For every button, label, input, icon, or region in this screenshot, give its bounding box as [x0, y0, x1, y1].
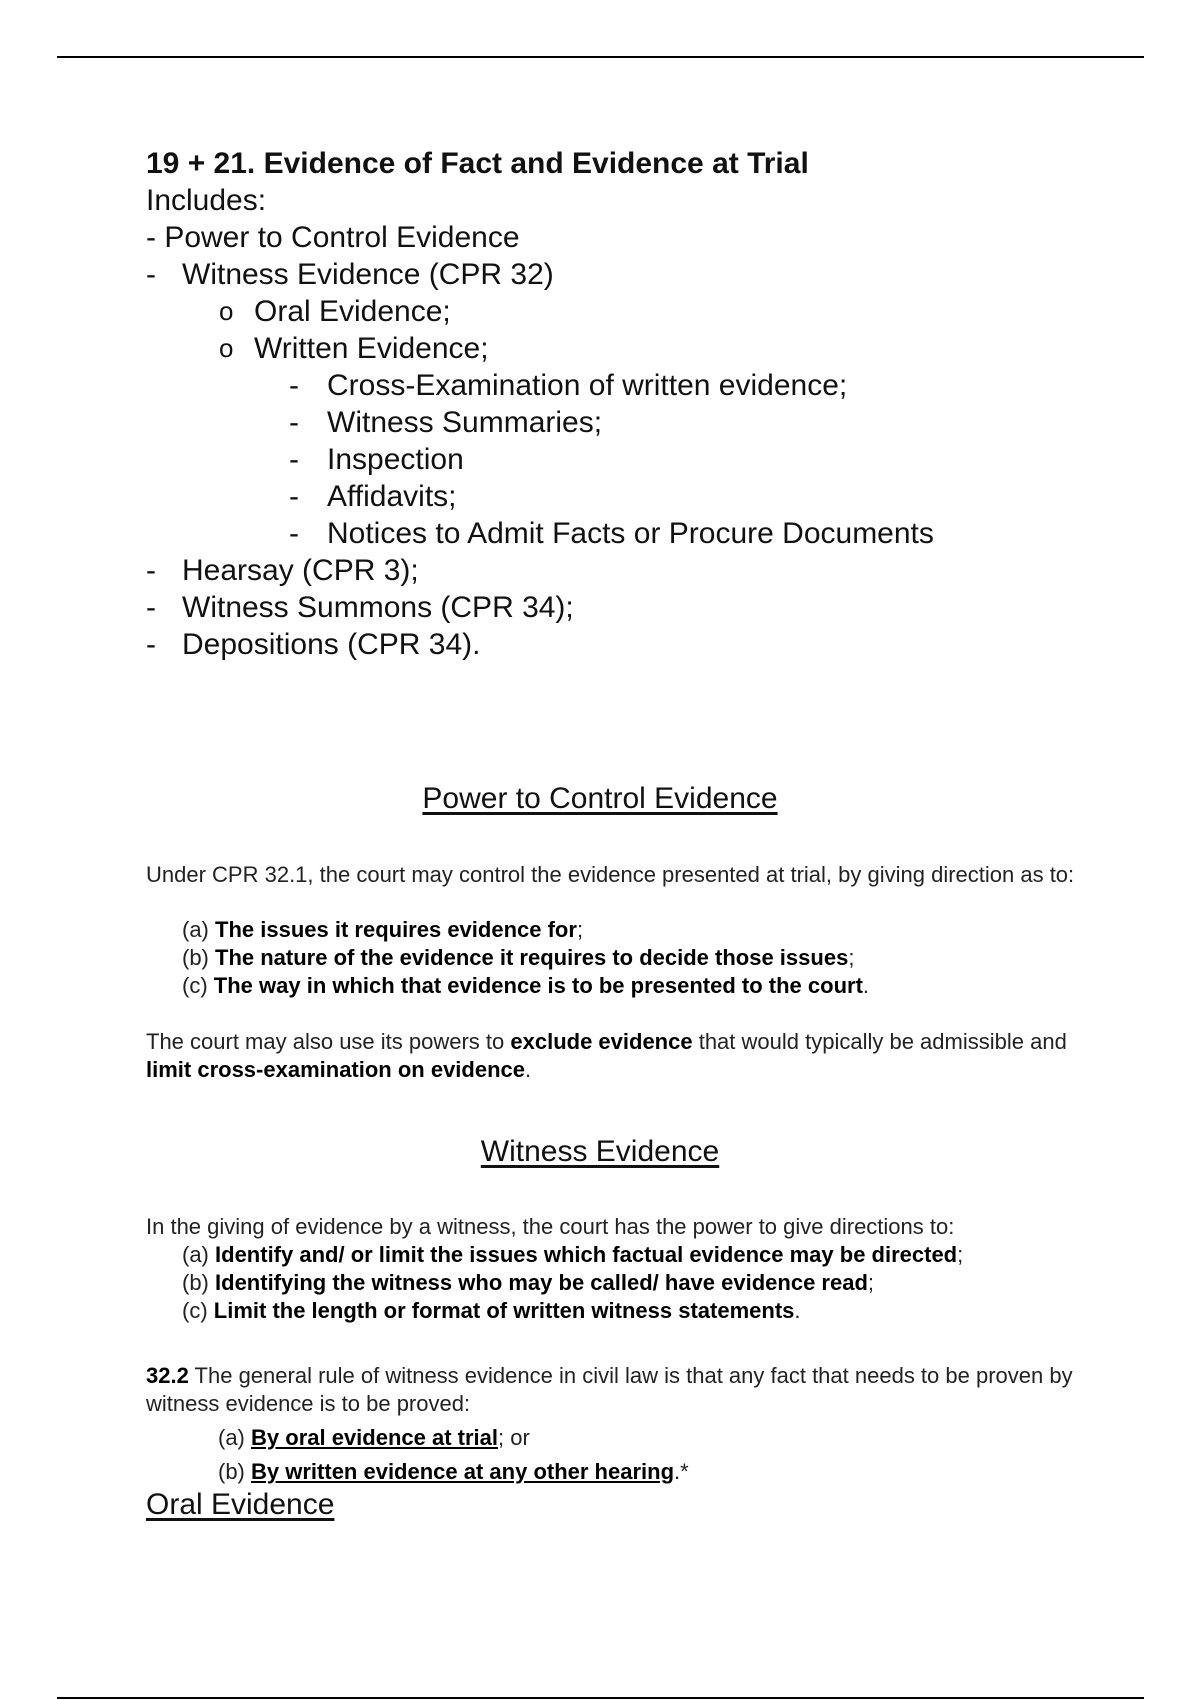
power-intro-paragraph: Under CPR 32.1, the court may control the evidence presented at trial, by giving direction as to:: [146, 862, 1075, 887]
rule-items-list: [218, 1421, 689, 1489]
exclude-evidence-paragraph: The court may also use its powers to exclude evidence that would typically be admissible and limit cross-examination on evidence.: [146, 1029, 1067, 1082]
toc-subitem-oral: o Oral Evidence;: [219, 295, 451, 328]
top-rule: [57, 56, 1144, 58]
toc-item-power: - Power to Control Evidence: [146, 221, 520, 254]
list-item: (b) By written evidence at any other hearing.*: [218, 1459, 689, 1484]
toc-written-sub-item: - Notices to Admit Facts or Procure Documents: [289, 517, 934, 550]
document-title: 19 + 21. Evidence of Fact and Evidence at Trial: [146, 147, 809, 180]
bottom-rule: [57, 1697, 1144, 1699]
toc-written-sub-item: - Witness Summaries;: [289, 406, 603, 439]
toc-written-sub-item: - Affidavits;: [289, 480, 457, 513]
list-item: (b) The nature of the evidence it requires to decide those issues;: [182, 945, 855, 970]
circle-bullet-icon: o: [219, 296, 234, 326]
toc-written-sub-item: - Inspection: [289, 443, 464, 476]
rule-32-2-paragraph: 32.2 The general rule of witness evidence in civil law is that any fact that needs to be proven by witness evidence is to be proved:: [146, 1363, 1073, 1416]
list-item: (a) Identify and/ or limit the issues which factual evidence may be directed;: [182, 1242, 964, 1267]
circle-bullet-icon: o: [219, 333, 234, 363]
toc-written-sub-item: - Cross-Examination of written evidence;: [289, 369, 848, 402]
toc-item-witness: - Witness Evidence (CPR 32): [146, 258, 554, 291]
list-item: (a) By oral evidence at trial; or: [218, 1425, 530, 1450]
witness-intro-paragraph: In the giving of evidence by a witness, the court has the power to give directions to:: [146, 1214, 955, 1239]
toc-item-hearsay: - Hearsay (CPR 3);: [146, 554, 419, 587]
contents-list: [146, 146, 1146, 663]
section-heading-power: Power to Control Evidence: [422, 782, 778, 815]
includes-label: Includes:: [146, 184, 267, 217]
oral-evidence-subheading: Oral Evidence: [146, 1488, 335, 1521]
witness-items-list: [182, 1241, 963, 1325]
list-item: (a) The issues it requires evidence for;: [182, 917, 584, 942]
toc-subitem-written: o Written Evidence;: [219, 332, 489, 365]
dash-marker: -: [146, 258, 156, 291]
list-item: (b) Identifying the witness who may be called/ have evidence read;: [182, 1270, 875, 1295]
power-items-list: [182, 916, 869, 1000]
list-item: (c) The way in which that evidence is to be presented to the court.: [182, 973, 870, 998]
section-heading-witness: Witness Evidence: [480, 1135, 720, 1168]
toc-item-depositions: - Depositions (CPR 34).: [146, 628, 481, 661]
toc-item-summons: - Witness Summons (CPR 34);: [146, 591, 574, 624]
list-item: (c) Limit the length or format of written witness statements.: [182, 1298, 801, 1323]
